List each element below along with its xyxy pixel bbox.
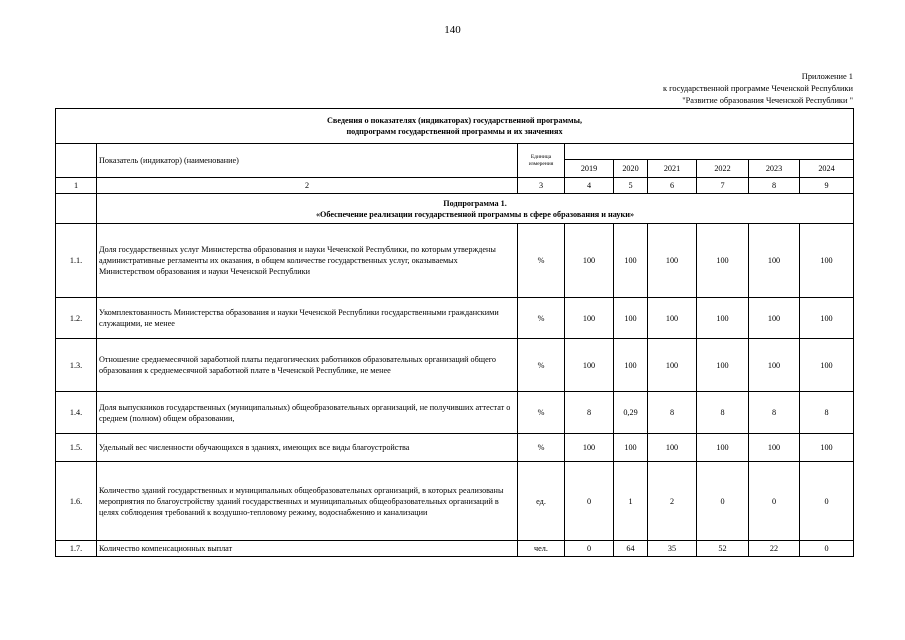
row-unit: %	[518, 434, 565, 462]
header-year-2023: 2023	[749, 160, 800, 178]
row-indicator-name: Доля выпускников государственных (муниципальных) общеобразовательных организаций, не получивших аттестат о среднем (полном) общем образовании,	[97, 392, 518, 434]
row-value-2022: 52	[697, 541, 749, 557]
row-indicator-name: Удельный вес численности обучающихся в зданиях, имеющих все виды благоустройства	[97, 434, 518, 462]
row-unit: ед.	[518, 462, 565, 541]
row-value-2019: 100	[565, 298, 614, 339]
row-value-2024: 100	[800, 298, 854, 339]
row-value-2023: 8	[749, 392, 800, 434]
column-number: 1	[56, 178, 97, 194]
row-number: 1.7.	[56, 541, 97, 557]
row-value-2024: 100	[800, 224, 854, 298]
row-value-2021: 100	[648, 339, 697, 392]
header-unit-line-1: Единица	[530, 153, 552, 160]
row-value-2021: 35	[648, 541, 697, 557]
row-unit: %	[518, 392, 565, 434]
subprogram-num-empty	[56, 194, 97, 224]
header-year-2022: 2022	[697, 160, 749, 178]
row-value-2023: 100	[749, 434, 800, 462]
row-value-2019: 100	[565, 224, 614, 298]
row-value-2021: 8	[648, 392, 697, 434]
appendix-line-2: к государственной программе Чеченской Республики	[662, 84, 853, 93]
row-value-2020: 0,29	[614, 392, 648, 434]
table-row	[56, 392, 854, 434]
row-number: 1.4.	[56, 392, 97, 434]
row-unit: %	[518, 339, 565, 392]
row-value-2023: 100	[749, 224, 800, 298]
table-title-line-2: подпрограмм государственной программы и их значениях	[346, 127, 563, 136]
row-value-2021: 100	[648, 298, 697, 339]
row-value-2022: 100	[697, 224, 749, 298]
row-value-2023: 100	[749, 339, 800, 392]
row-value-2022: 100	[697, 298, 749, 339]
row-number: 1.5.	[56, 434, 97, 462]
row-number: 1.3.	[56, 339, 97, 392]
row-value-2024: 100	[800, 339, 854, 392]
table-row	[56, 434, 854, 462]
column-number: 8	[749, 178, 800, 194]
row-value-2020: 100	[614, 434, 648, 462]
row-value-2020: 64	[614, 541, 648, 557]
appendix-line-3: "Развитие образования Чеченской Республики "	[682, 96, 853, 105]
row-value-2022: 100	[697, 339, 749, 392]
row-value-2019: 8	[565, 392, 614, 434]
row-value-2021: 100	[648, 434, 697, 462]
row-value-2024: 8	[800, 392, 854, 434]
row-value-2020: 1	[614, 462, 648, 541]
column-number: 5	[614, 178, 648, 194]
column-number: 7	[697, 178, 749, 194]
column-number: 6	[648, 178, 697, 194]
row-number: 1.1.	[56, 224, 97, 298]
row-unit: чел.	[518, 541, 565, 557]
column-number: 4	[565, 178, 614, 194]
row-indicator-name: Отношение среднемесячной заработной платы педагогических работников образовательных организаций общего образования к среднемесячной заработной плате в Чеченской Республике, не менее	[97, 339, 518, 392]
row-value-2021: 100	[648, 224, 697, 298]
header-unit-line-2: измерения	[528, 160, 554, 167]
row-value-2023: 100	[749, 298, 800, 339]
row-number: 1.2.	[56, 298, 97, 339]
header-year-2024: 2024	[800, 160, 854, 178]
header-year-2021: 2021	[648, 160, 697, 178]
row-value-2022: 8	[697, 392, 749, 434]
row-value-2024: 0	[800, 541, 854, 557]
page-number: 140	[444, 24, 461, 36]
row-value-2019: 100	[565, 434, 614, 462]
column-number: 9	[800, 178, 854, 194]
subprogram-line-2: «Обеспечение реализации государственной программы в сфере образования и науки»	[315, 209, 635, 219]
row-unit: %	[518, 298, 565, 339]
column-number: 3	[518, 178, 565, 194]
row-unit: %	[518, 224, 565, 298]
table-row	[56, 462, 854, 541]
row-value-2024: 0	[800, 462, 854, 541]
indicators-table	[55, 108, 854, 557]
row-value-2024: 100	[800, 434, 854, 462]
table-row	[56, 298, 854, 339]
table-title	[56, 109, 854, 144]
row-value-2019: 0	[565, 462, 614, 541]
row-value-2020: 100	[614, 224, 648, 298]
table-row	[56, 339, 854, 392]
appendix-note	[663, 71, 853, 107]
row-value-2023: 22	[749, 541, 800, 557]
header-year-2020: 2020	[614, 160, 648, 178]
header-year-2019: 2019	[565, 160, 614, 178]
table-row	[56, 541, 854, 557]
table-row	[56, 224, 854, 298]
row-value-2022: 0	[697, 462, 749, 541]
row-value-2021: 2	[648, 462, 697, 541]
column-number: 2	[97, 178, 518, 194]
row-value-2019: 100	[565, 339, 614, 392]
row-value-2019: 0	[565, 541, 614, 557]
row-indicator-name: Количество компенсационных выплат	[97, 541, 518, 557]
appendix-line-1: Приложение 1	[801, 72, 853, 81]
row-value-2020: 100	[614, 298, 648, 339]
row-indicator-name: Количество зданий государственных и муниципальных общеобразовательных организаций, в которых реализованы мероприятия по благоустройству зданий государственных и муниципальных общеобразовательных организаций в целях соблюдения требований к воздушно-тепловому режиму, водоснабжению и канализации	[97, 462, 518, 541]
row-value-2023: 0	[749, 462, 800, 541]
subprogram-heading	[97, 194, 854, 224]
row-indicator-name: Укомплектованность Министерства образования и науки Чеченской Республики государственными гражданскими служащими, не менее	[97, 298, 518, 339]
row-indicator-name: Доля государственных услуг Министерства образования и науки Чеченской Республики, по которым утверждены административные регламенты их оказания, в общем количестве государственных услуг, оказываемых Министерством образования и науки Чеченской Республики	[97, 224, 518, 298]
row-value-2020: 100	[614, 339, 648, 392]
header-indicator: Показатель (индикатор) (наименование)	[97, 144, 518, 178]
header-num-empty	[56, 144, 97, 178]
subprogram-line-1: Подпрограмма 1.	[443, 198, 507, 208]
row-value-2022: 100	[697, 434, 749, 462]
header-years-span	[565, 144, 854, 160]
row-number: 1.6.	[56, 462, 97, 541]
table-title-line-1: Сведения о показателях (индикаторах) государственной программы,	[326, 116, 583, 125]
header-unit	[518, 144, 565, 178]
